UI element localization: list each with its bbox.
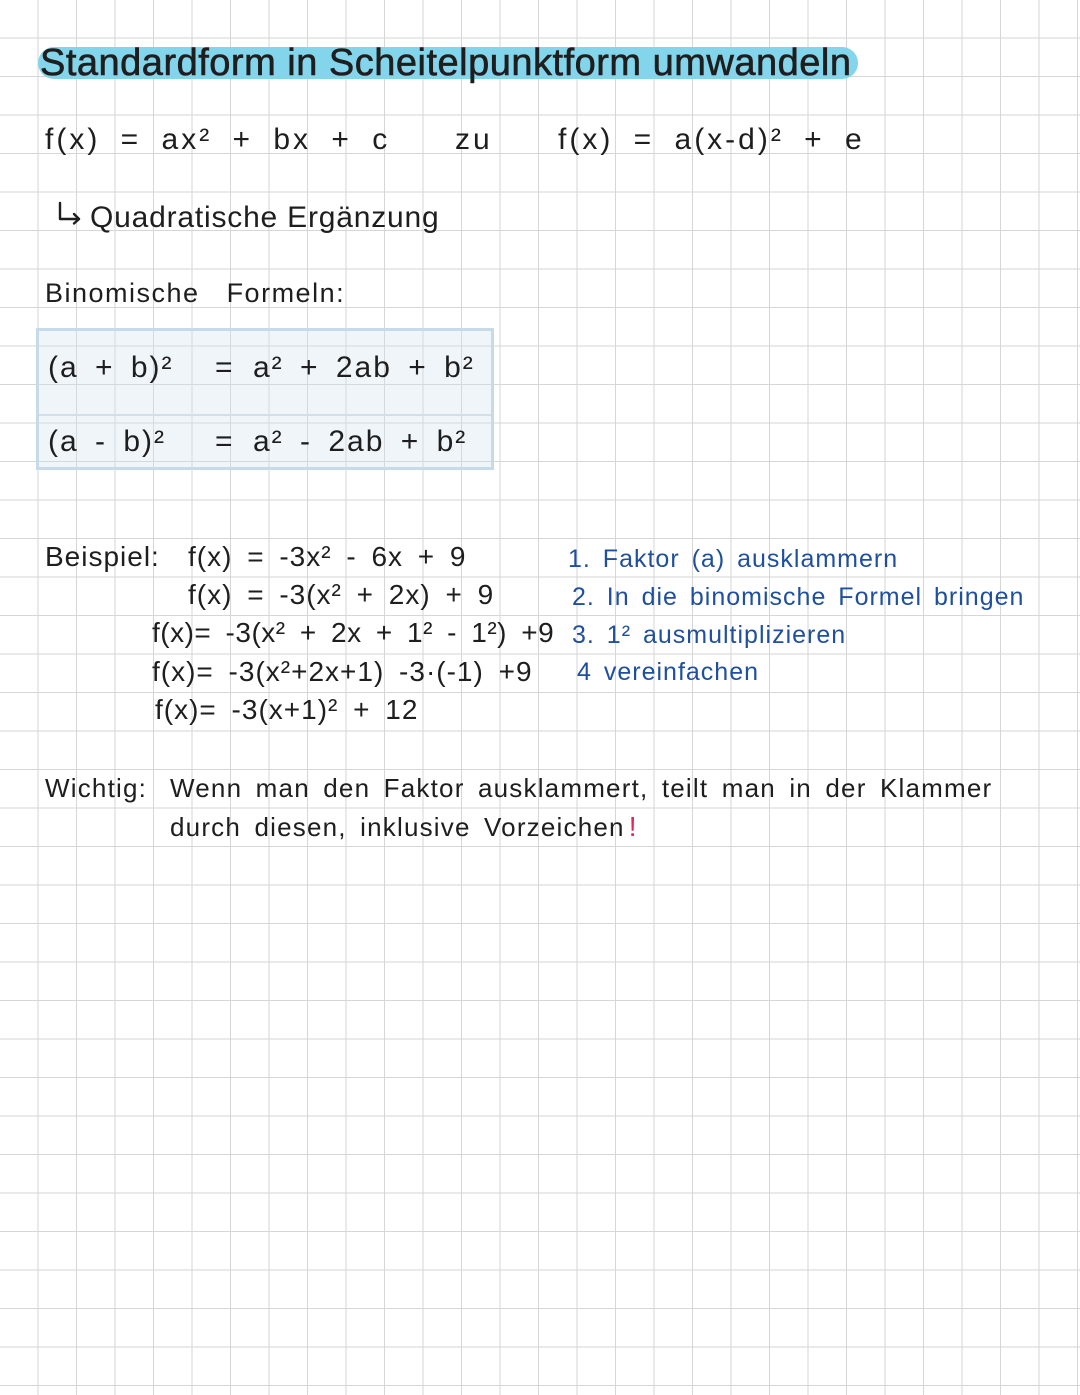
method-label: Quadratische Ergänzung [90, 201, 440, 234]
note-label: Wichtig: [45, 773, 148, 803]
example-step: 3. 1² ausmultiplizieren [572, 621, 847, 649]
example-line: f(x)= -3(x² + 2x + 1² - 1²) +9 [152, 617, 555, 648]
note-line: Wenn man den Faktor ausklammert, teilt man in der Klammer [170, 773, 993, 803]
example-step: 4 vereinfachen [577, 658, 760, 686]
conversion-connector: zu [455, 123, 493, 156]
example-step: 2. In die binomische Formel bringen [572, 583, 1025, 611]
example-line: f(x) = -3(x² + 2x) + 9 [188, 579, 495, 610]
binomial-formula-box [36, 328, 494, 470]
standard-form-formula: f(x) = ax² + bx + c [45, 123, 391, 156]
example-line: f(x)= -3(x+1)² + 12 [155, 694, 419, 725]
formula-divider [39, 414, 491, 416]
formula-right: a² + 2ab + b² [253, 351, 475, 384]
vertex-form-formula: f(x) = a(x-d)² + e [558, 123, 865, 156]
example-step: 1. Faktor (a) ausklammern [568, 545, 899, 573]
example-line: f(x) = -3x² - 6x + 9 [188, 541, 467, 572]
binomial-heading: Binomische Formeln: [45, 278, 346, 308]
formula-left: (a - b)² [48, 425, 166, 458]
note-line-text: durch diesen, inklusive Vorzeichen [170, 812, 625, 842]
turn-arrow-icon [56, 200, 84, 226]
formula-equals: = [215, 351, 235, 384]
example-label: Beispiel: [45, 541, 160, 572]
example-line: f(x)= -3(x²+2x+1) -3·(-1) +9 [152, 656, 533, 687]
exclamation-mark: ! [628, 811, 638, 842]
formula-equals: = [215, 425, 235, 458]
formula-right: a² - 2ab + b² [253, 425, 468, 458]
formula-left: (a + b)² [48, 351, 174, 384]
note-line-2 [170, 813, 638, 841]
page-title: Standardform in Scheitelpunktform umwandeln [40, 42, 852, 84]
